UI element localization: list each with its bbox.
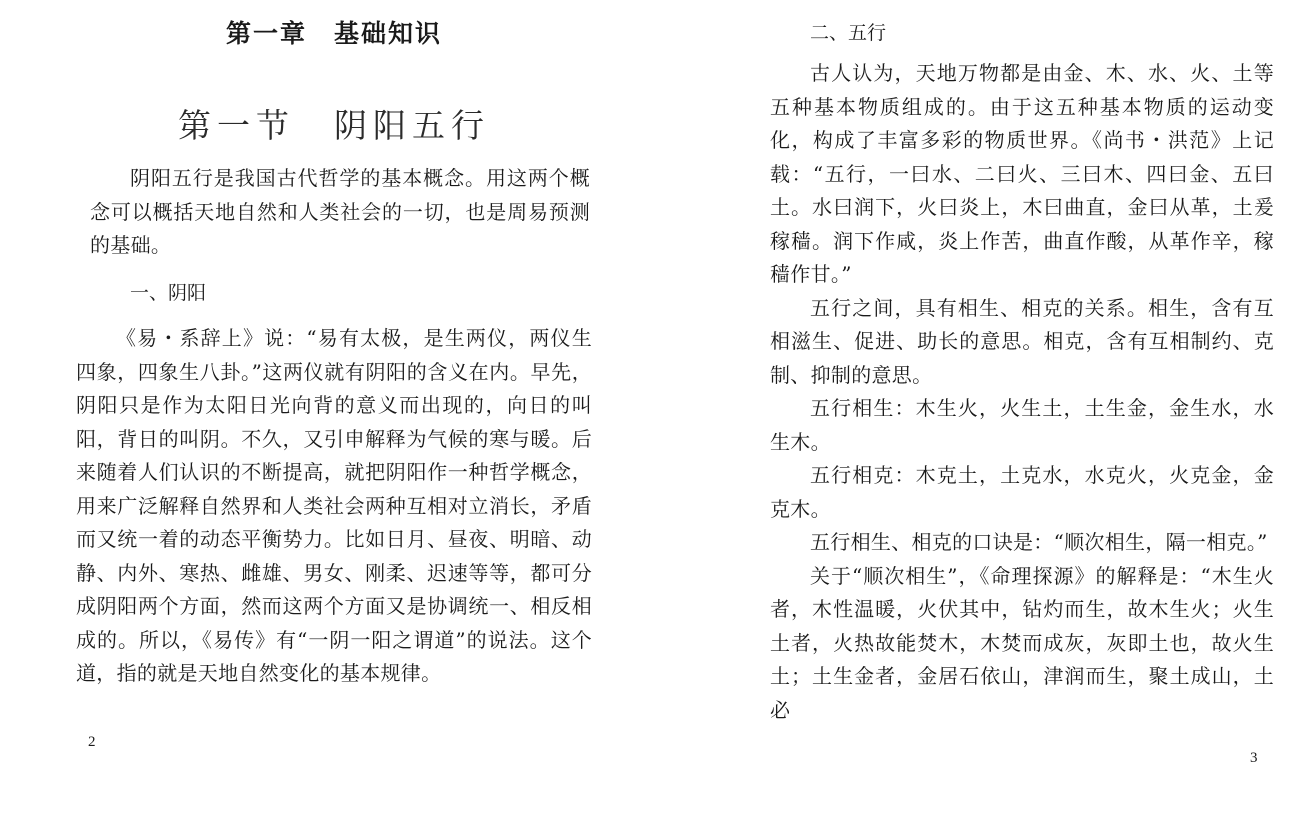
wuxing-paragraph-4: 五行相克：木克土，土克水，水克火，火克金，金克木。	[770, 463, 1274, 521]
subheading-yinyang: 一、阴阳	[130, 282, 207, 304]
section-title: 第一节 阴阳五行	[178, 106, 490, 145]
page-number-right: 3	[1250, 750, 1258, 766]
wuxing-paragraph-6: 关于“顺次相生”，《命理探源》的解释是：“木生火者，木性温暖，火伏其中，钻灼而生，故木生火；火生土者，火热故能焚木，木焚而成灰，灰即土也，故火生土；土生金者，金居石依山，津润而生，聚土成山，土必	[770, 563, 1274, 722]
wuxing-paragraph-5: 五行相生、相克的口诀是：“顺次相生，隔一相克。”	[810, 530, 1268, 554]
chapter-title: 第一章 基础知识	[225, 19, 442, 48]
wuxing-paragraph-2: 五行之间，具有相生、相克的关系。相生，含有互相滋生、促进、助长的意思。相克，含有互相制约、克制、抑制的意思。	[770, 295, 1274, 387]
left-body	[76, 322, 592, 691]
wuxing-paragraph-1: 古人认为，天地万物都是由金、木、水、火、土等五种基本物质组成的。由于这五种基本物质的运动变化，构成了丰富多彩的物质世界。《尚书・洪范》上记载：“五行，一曰水、二曰火、三曰木、四曰金、五曰土。水曰润下，火曰炎上，木曰曲直，金曰从革，土爰稼穑。润下作咸，炎上作苦，曲直作酸，从革作辛，稼穑作甘。”	[770, 61, 1274, 286]
intro-paragraph: 阴阳五行是我国古代哲学的基本概念。用这两个概念可以概括天地自然和人类社会的一切，也是周易预测的基础。	[90, 166, 590, 257]
right-page	[770, 0, 1274, 829]
wuxing-paragraph-3: 五行相生：木生火，火生土，土生金，金生水，水生木。	[770, 396, 1274, 454]
subheading-wuxing: 二、五行	[810, 22, 887, 44]
yinyang-paragraph: 《易・系辞上》说：“易有太极，是生两仪，两仪生四象，四象生八卦。”这两仪就有阴阳的含义在内。早先，阴阳只是作为太阳日光向背的意义而出现的，向日的叫阳，背日的叫阴。不久，又引申解释为气候的寒与暖。后来随着人们认识的不断提高，就把阴阳作一种哲学概念，用来广泛解释自然界和人类社会两种互相对立消长，矛盾而又统一着的动态平衡势力。比如日月、昼夜、明暗、动静、内外、寒热、雌雄、男女、刚柔、迟速等等，都可分成阴阳两个方面，然而这两个方面又是协调统一、相反相成的。所以，《易传》有“一阴一阳之谓道”的说法。这个道，指的就是天地自然变化的基本规律。	[76, 326, 592, 685]
page-number-left: 2	[88, 734, 96, 750]
intro-block	[90, 162, 590, 263]
left-page	[76, 0, 592, 829]
right-body	[770, 57, 1274, 727]
